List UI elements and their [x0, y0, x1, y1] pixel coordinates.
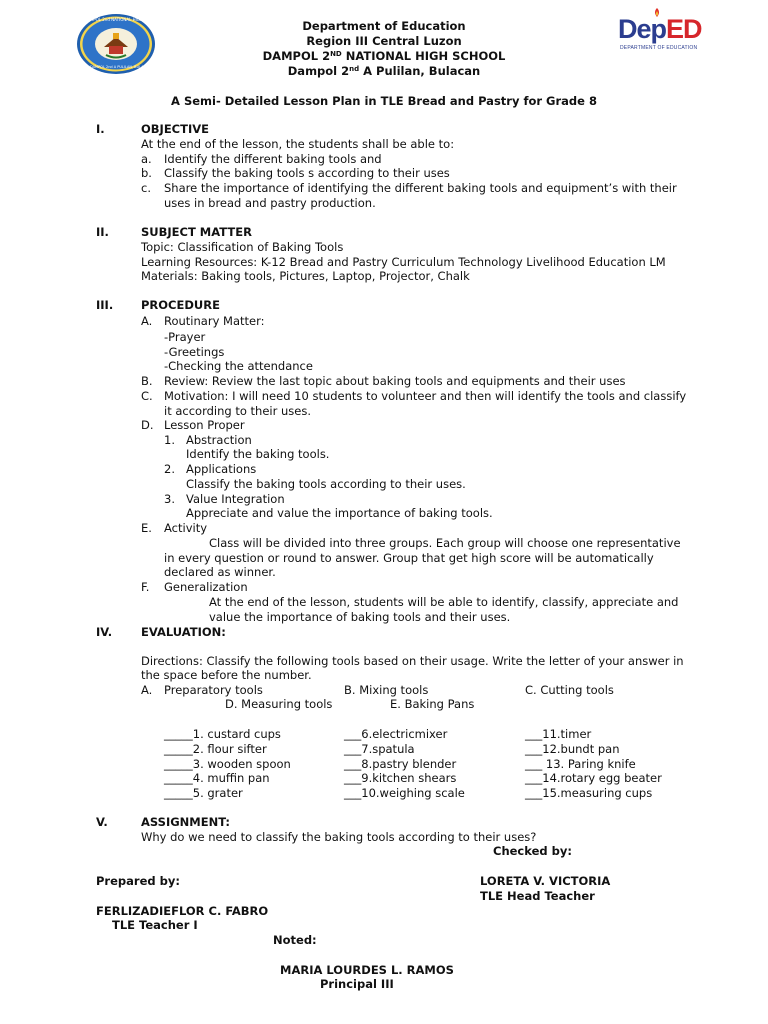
- quiz-item: _____1. custard cups: [164, 727, 281, 741]
- lesson-step-detail: Appreciate and value the importance of baking tools.: [186, 506, 493, 520]
- procedure-d-marker: D.: [141, 418, 154, 432]
- quiz-item: ___15.measuring cups: [525, 786, 653, 800]
- subject-topic: Topic: Classification of Baking Tools: [141, 240, 344, 254]
- quiz-item: _____5. grater: [164, 786, 243, 800]
- subject-heading: SUBJECT MATTER: [141, 225, 252, 239]
- objective-marker-b: b.: [141, 166, 152, 180]
- header-address: Dampol 2nd A Pulilan, Bulacan: [287, 64, 481, 78]
- header-region: Region III Central Luzon: [306, 34, 462, 48]
- quiz-item: ___9.kitchen shears: [344, 771, 457, 785]
- assignment-heading: ASSIGNMENT:: [141, 815, 231, 829]
- choice-marker-a: A.: [141, 683, 153, 697]
- checked-by-label: Checked by:: [493, 844, 572, 858]
- teacher-title: TLE Teacher I: [112, 918, 198, 932]
- objective-item-c: Share the importance of identifying the different baking tools and equipment’s with their: [164, 181, 677, 195]
- quiz-item: _____2. flour sifter: [164, 742, 267, 756]
- activity-line: declared as winner.: [164, 565, 276, 579]
- procedure-a-label: Routinary Matter:: [164, 314, 265, 328]
- quiz-item: ___14.rotary egg beater: [525, 771, 662, 785]
- procedure-d-label: Lesson Proper: [164, 418, 245, 432]
- quiz-item: _____4. muffin pan: [164, 771, 270, 785]
- procedure-c-text: Motivation: I will need 10 students to volunteer and then will identify the tools and classify: [164, 389, 687, 403]
- objective-intro: At the end of the lesson, the students shall be able to:: [141, 137, 455, 151]
- evaluation-directions: Directions: Classify the following tools based on their usage. Write the letter of your answer in: [141, 654, 684, 668]
- quiz-item: ___8.pastry blender: [344, 757, 457, 771]
- principal-name: MARIA LOURDES L. RAMOS: [280, 963, 454, 977]
- noted-label: Noted:: [273, 933, 317, 947]
- procedure-heading: PROCEDURE: [141, 298, 220, 312]
- quiz-item: ___7.spatula: [344, 742, 415, 756]
- evaluation-number: IV.: [96, 625, 113, 639]
- procedure-b-marker: B.: [141, 374, 153, 388]
- choice-c: C. Cutting tools: [525, 683, 614, 697]
- lesson-step-title: Applications: [186, 462, 257, 476]
- lesson-step-number: 2.: [164, 462, 175, 476]
- lesson-step-title: Abstraction: [186, 433, 252, 447]
- deped-logo: DepED DEPARTMENT OF EDUCATION: [616, 8, 716, 54]
- subject-materials: Materials: Baking tools, Pictures, Laptop, Projector, Chalk: [141, 269, 470, 283]
- procedure-a-marker: A.: [141, 314, 153, 328]
- generalization-line: At the end of the lesson, students will be able to identify, classify, appreciate and: [209, 595, 679, 609]
- procedure-number: III.: [96, 298, 114, 312]
- generalization-line: value the importance of baking tools and their uses.: [209, 610, 511, 624]
- routinary-item: -Checking the attendance: [164, 359, 313, 373]
- seal-bottom-text: DAMPOL 2nd A PULILAN, BULACAN: [90, 65, 151, 69]
- head-teacher-title: TLE Head Teacher: [480, 889, 595, 903]
- routinary-item: -Prayer: [164, 330, 206, 344]
- choice-a: Preparatory tools: [164, 683, 263, 697]
- routinary-item: -Greetings: [164, 345, 225, 359]
- objective-marker-c: c.: [141, 181, 151, 195]
- procedure-e-label: Activity: [164, 521, 208, 535]
- assignment-question: Why do we need to classify the baking tools according to their uses?: [141, 830, 537, 844]
- quiz-item: ___11.timer: [525, 727, 592, 741]
- procedure-c-cont: it according to their uses.: [164, 404, 312, 418]
- head-teacher-name: LORETA V. VICTORIA: [480, 874, 611, 888]
- quiz-item: ___12.bundt pan: [525, 742, 620, 756]
- lesson-step-detail: Classify the baking tools according to their uses.: [186, 477, 466, 491]
- quiz-item: _____3. wooden spoon: [164, 757, 291, 771]
- subject-number: II.: [96, 225, 109, 239]
- objective-item-a: Identify the different baking tools and: [164, 152, 382, 166]
- quiz-item: ___10.weighing scale: [344, 786, 465, 800]
- procedure-c-marker: C.: [141, 389, 153, 403]
- objective-item-c-cont: uses in bread and pastry production.: [164, 196, 376, 210]
- principal-title: Principal III: [320, 977, 394, 991]
- quiz-item: ___ 13. Paring knife: [525, 757, 636, 771]
- evaluation-heading: EVALUATION:: [141, 625, 226, 639]
- lesson-step-detail: Identify the baking tools.: [186, 447, 330, 461]
- choice-b: B. Mixing tools: [344, 683, 429, 697]
- lesson-step-number: 1.: [164, 433, 175, 447]
- lesson-plan-title: A Semi- Detailed Lesson Plan in TLE Bread and Pastry for Grade 8: [171, 94, 597, 108]
- choice-e: E. Baking Pans: [390, 697, 475, 711]
- assignment-number: V.: [96, 815, 108, 829]
- header-department: Department of Education: [302, 19, 466, 33]
- prepared-by-label: Prepared by:: [96, 874, 180, 888]
- evaluation-directions-cont: the space before the number.: [141, 668, 312, 682]
- lesson-step-title: Value Integration: [186, 492, 285, 506]
- objective-item-b: Classify the baking tools s according to their uses: [164, 166, 450, 180]
- objective-marker-a: a.: [141, 152, 152, 166]
- objective-number: I.: [96, 122, 105, 136]
- subject-resources: Learning Resources: K-12 Bread and Pastry Curriculum Technology Livelihood Education LM: [141, 255, 666, 269]
- procedure-f-label: Generalization: [164, 580, 248, 594]
- lesson-step-number: 3.: [164, 492, 175, 506]
- teacher-name: FERLIZADIEFLOR C. FABRO: [96, 904, 269, 918]
- procedure-f-marker: F.: [141, 580, 150, 594]
- header-school: DAMPOL 2ND NATIONAL HIGH SCHOOL: [262, 49, 506, 63]
- quiz-item: ___6.electricmixer: [344, 727, 448, 741]
- seal-text: DAMPOL 2nd NATIONAL HIGH SCHOOL: [84, 17, 161, 22]
- activity-line: Class will be divided into three groups. Each group will choose one representative: [209, 536, 681, 550]
- objective-heading: OBJECTIVE: [141, 122, 209, 136]
- activity-line: in every question or round to answer. Group that get high score will be automatically: [164, 551, 654, 565]
- procedure-e-marker: E.: [141, 521, 152, 535]
- choice-d: D. Measuring tools: [225, 697, 333, 711]
- procedure-b-text: Review: Review the last topic about baking tools and equipments and their uses: [164, 374, 626, 388]
